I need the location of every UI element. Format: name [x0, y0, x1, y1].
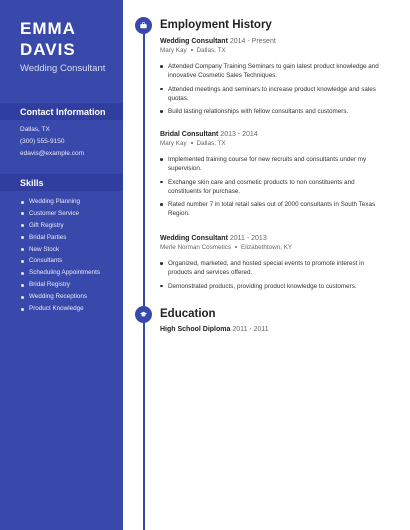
skills-heading: Skills [20, 178, 44, 188]
skill-item: Gift Registry [20, 220, 100, 232]
job-header [160, 131, 385, 138]
job-dates: 2011 - 2013 [229, 235, 267, 242]
job-bullet: Exchange skin care and cosmetic products to non constituents and constituents for purchase. [160, 178, 385, 196]
briefcase-icon [140, 22, 147, 29]
company-name: Mary Kay [160, 47, 187, 54]
skill-item: Customer Service [20, 208, 100, 220]
first-name: EMMA [20, 19, 76, 38]
job-bullet: Attended Company Training Seminars to gain latest product knowledge and innovative Cosmetic Sales Techniques. [160, 62, 385, 80]
skill-item: Bridal Parties [20, 232, 100, 244]
skill-item: Wedding Planning [20, 196, 100, 208]
employment-heading: Employment History [160, 19, 272, 31]
job-bullets [160, 62, 385, 116]
separator-dot [191, 49, 193, 51]
skills-section-band [0, 174, 123, 191]
sidebar [0, 0, 123, 530]
separator-dot [191, 142, 193, 144]
job-bullet: Organized, marketed, and hosted special events to promote interest in products and services offered. [160, 259, 385, 277]
company-name: Merle Norman Cosmetics [160, 244, 232, 251]
skill-item: Wedding Receptions [20, 291, 100, 303]
job-bullet: Demonstrated products, providing product knowledge to customers. [160, 282, 385, 291]
job-bullet: Attended meetings and seminars to increase product knowledge and sales quotas. [160, 85, 385, 103]
contact-phone[interactable]: (300) 555-9150 [20, 138, 65, 145]
job-employer [160, 140, 385, 147]
job-title: Bridal Consultant [160, 131, 219, 138]
candidate-name [20, 18, 76, 60]
job-employer [160, 244, 385, 251]
job-dates: 2013 - 2014 [220, 131, 258, 138]
job-location: Dallas, TX [196, 47, 226, 54]
employment-marker [135, 17, 152, 34]
contact-heading: Contact Information [20, 107, 106, 117]
job-employer [160, 47, 385, 54]
skill-item: Product Knowledge [20, 303, 100, 315]
company-name: Mary Kay [160, 140, 187, 147]
last-name: DAVIS [20, 40, 76, 59]
education-heading: Education [160, 308, 216, 320]
graduation-cap-icon [140, 311, 147, 318]
education-marker [135, 306, 152, 323]
job-bullet: Build lasting relationships with fellow consultants and customers. [160, 107, 385, 116]
contact-email[interactable]: edavis@example.com [20, 150, 85, 157]
education-dates: 2011 - 2011 [232, 326, 269, 333]
job-bullets [160, 155, 385, 218]
job-dates: 2014 - Present [229, 38, 276, 45]
job-bullets [160, 259, 385, 291]
skill-item: Bridal Registry [20, 279, 100, 291]
job-location: Elizabethtown, KY [241, 244, 293, 251]
job-title: Wedding Consultant [20, 63, 106, 74]
skill-item: Scheduling Appointments [20, 267, 100, 279]
job-entry [160, 38, 385, 121]
job-header [160, 235, 385, 242]
education-header [160, 326, 385, 333]
separator-dot [235, 246, 237, 248]
timeline-line [143, 24, 145, 530]
job-bullet: Rated number 7 in total retail sales out of 2000 consultants in South Texas Region. [160, 200, 385, 218]
skill-item: Consultants [20, 255, 100, 267]
education-entry [160, 326, 385, 333]
degree-name: High School Diploma [160, 326, 231, 333]
job-entry [160, 131, 385, 223]
skills-list [20, 196, 100, 315]
job-entry [160, 235, 385, 295]
job-header [160, 38, 385, 45]
contact-location: Dallas, TX [20, 126, 50, 133]
job-bullet: Implemented training course for new recruits and consultants under my supervision. [160, 155, 385, 173]
job-title: Wedding Consultant [160, 235, 228, 242]
job-location: Dallas, TX [196, 140, 226, 147]
job-title: Wedding Consultant [160, 38, 228, 45]
skill-item: New Stock [20, 244, 100, 256]
